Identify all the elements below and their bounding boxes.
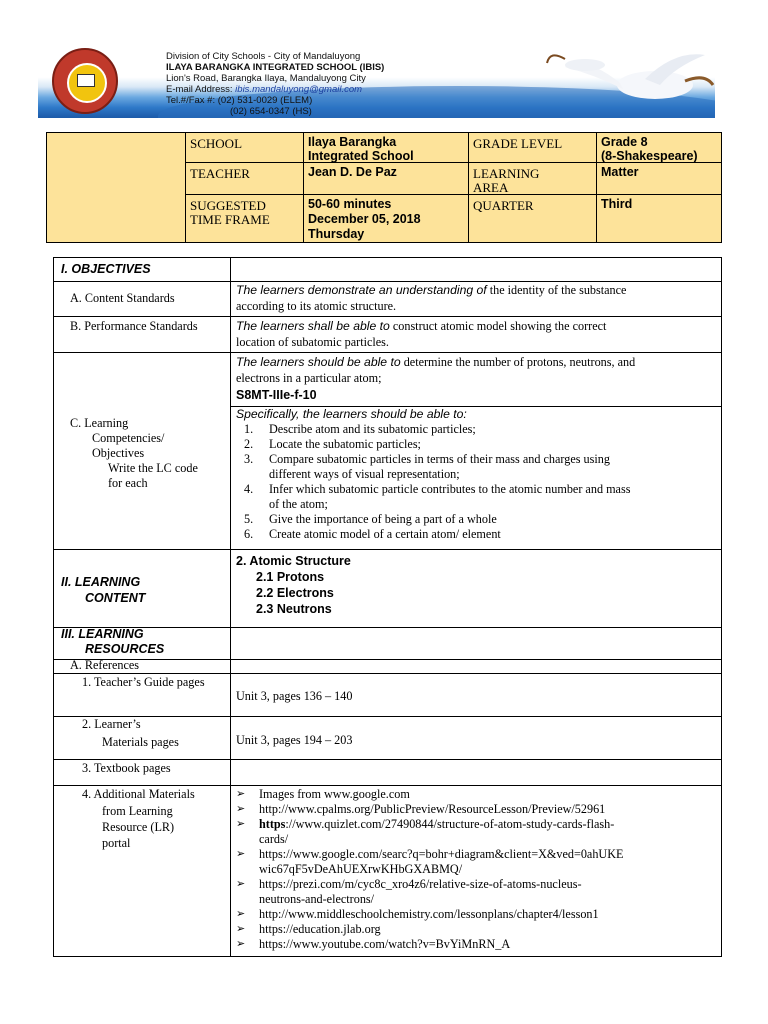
performance-standards-text: construct atomic model showing the correct [389, 319, 607, 333]
specific-item-text: Create atomic model of a certain atom/ element [269, 527, 501, 541]
banner-school-name: ILAYA BARANGKA INTEGRATED SCHOOL (IBIS) [166, 62, 385, 73]
area-value: Matter [601, 165, 639, 179]
competency-text: determine the number of protons, neutrons, and [400, 355, 636, 369]
teachers-guide-label: 1. Teacher’s Guide pages [82, 675, 205, 689]
competency-line-2: electrons in a particular atom; [236, 371, 382, 385]
header-info-table [46, 132, 722, 243]
ibis-birds-image [545, 45, 715, 117]
additional-label-2: from Learning [102, 804, 173, 818]
area-label-1: LEARNING [473, 166, 540, 181]
performance-standards-label: B. Performance Standards [70, 319, 198, 333]
time-value-3: Thursday [308, 227, 365, 241]
banner-email[interactable]: ibis.mandaluyong@gmail.com [235, 84, 363, 95]
content-sub-3: 2.3 Neutrons [256, 602, 332, 616]
resource-link[interactable]: Images from www.google.com [259, 787, 410, 801]
teacher-label: TEACHER [190, 166, 250, 181]
banner-division: Division of City Schools - City of Mandaluyong [166, 51, 361, 62]
competency-label-4: Write the LC code [108, 461, 198, 475]
content-sub-2: 2.2 Electrons [256, 586, 334, 600]
school-value-1: Ilaya Barangka [308, 135, 397, 149]
ibis-bird-icon [545, 45, 715, 117]
additional-label-3: Resource (LR) [102, 820, 175, 834]
specific-item-number: 5. [244, 512, 254, 526]
specific-intro: Specifically, the learners should be able to: [236, 407, 467, 421]
content-standards-line-1 [236, 283, 626, 298]
specific-item-text: Locate the subatomic particles; [269, 437, 421, 451]
teacher-value: Jean D. De Paz [308, 165, 397, 179]
content-topic: 2. Atomic Structure [236, 554, 351, 568]
banner-telfax2: (02) 654-0347 (HS) [230, 106, 312, 117]
arrow-bullet-icon: ➢ [236, 788, 246, 800]
additional-label-4: portal [102, 836, 131, 850]
resource-link[interactable]: https://prezi.com/m/cyc8c_xro4z6/relative-size-of-atoms-nucleus- [259, 877, 582, 891]
references-label: A. References [70, 658, 140, 672]
resource-link[interactable]: http://www.cpalms.org/PublicPreview/ResourceLesson/Preview/52961 [259, 802, 606, 816]
specific-item-number: 3. [244, 452, 254, 466]
learning-content-title-1: II. LEARNING [61, 575, 141, 589]
specific-item-text: different ways of visual representation; [269, 467, 460, 481]
resource-link[interactable]: cards/ [259, 832, 289, 846]
resource-link[interactable]: https://education.jlab.org [259, 922, 381, 936]
school-value-2: Integrated School [308, 149, 414, 163]
performance-standards-italic: The learners shall be able to [236, 319, 390, 333]
arrow-bullet-icon: ➢ [236, 848, 246, 860]
specific-item-text: Compare subatomic particles in terms of their mass and charges using [269, 452, 610, 466]
specific-item-text: Infer which subatomic particle contributes to the atomic number and mass [269, 482, 631, 496]
resource-link[interactable]: neutrons-and-electrons/ [259, 892, 375, 906]
content-sub-1: 2.1 Protons [256, 570, 325, 584]
content-standards-line-2: according to its atomic structure. [236, 299, 397, 313]
time-label-2: TIME FRAME [190, 212, 270, 227]
time-label-1: SUGGESTED [190, 198, 266, 213]
resource-link[interactable]: http://www.middleschoolchemistry.com/lessonplans/chapter4/lesson1 [259, 907, 599, 921]
arrow-bullet-icon: ➢ [236, 878, 246, 890]
resource-link[interactable]: https://www.quizlet.com/27490844/structure-of-atom-study-cards-flash- [259, 817, 615, 831]
banner-email-label: E-mail Address: [166, 84, 236, 95]
time-value-1: 50-60 minutes [308, 197, 392, 211]
competency-label-2: Competencies/ [92, 431, 165, 445]
performance-standards-line-2: location of subatomic particles. [236, 335, 389, 349]
area-label-2: AREA [473, 180, 509, 195]
arrow-bullet-icon: ➢ [236, 803, 246, 815]
additional-label-1: 4. Additional Materials [82, 787, 195, 801]
banner-address: Lion's Road, Barangka Ilaya, Mandaluyong City [166, 73, 366, 84]
banner-email-row [166, 85, 362, 96]
specific-item-number: 4. [244, 482, 254, 496]
textbook-label: 3. Textbook pages [82, 761, 171, 775]
learning-content-title-2: CONTENT [85, 591, 146, 605]
competency-label-5: for each [108, 476, 148, 490]
content-standards-text: the identity of the substance [486, 283, 627, 297]
learners-materials-value: Unit 3, pages 194 – 203 [236, 733, 353, 747]
resources-title-1: III. LEARNING [61, 627, 144, 641]
arrow-bullet-icon: ➢ [236, 923, 246, 935]
lc-code: S8MT-IIIe-f-10 [236, 388, 317, 402]
arrow-bullet-icon: ➢ [236, 818, 246, 830]
resources-title-2: RESOURCES [85, 642, 165, 656]
grade-value-1: Grade 8 [601, 135, 648, 149]
competency-line-1 [236, 355, 635, 370]
arrow-bullet-icon: ➢ [236, 938, 246, 950]
resource-link-bold: https [259, 817, 286, 831]
school-logo [52, 48, 118, 114]
specific-item-number: 1. [244, 422, 254, 436]
logo-book-icon [77, 74, 95, 87]
performance-standards-line-1 [236, 319, 606, 334]
school-label: SCHOOL [190, 136, 243, 151]
resource-link[interactable]: https://www.google.com/searc?q=bohr+diagram&client=X&ved=0ahUKE [259, 847, 624, 861]
arrow-bullet-icon: ➢ [236, 908, 246, 920]
learners-materials-label-1: 2. Learner’s [82, 717, 141, 731]
competency-label-1: C. Learning [70, 416, 129, 430]
quarter-label: QUARTER [473, 198, 534, 213]
banner-telfax: Tel.#/Fax #: (02) 531-0029 (ELEM) [166, 95, 313, 106]
specific-item-text: Describe atom and its subatomic particles; [269, 422, 476, 436]
teachers-guide-value: Unit 3, pages 136 – 140 [236, 689, 353, 703]
content-standards-label: A. Content Standards [70, 291, 175, 305]
competency-label-3: Objectives [92, 446, 145, 460]
specific-item-number: 6. [244, 527, 254, 541]
specific-item-number: 2. [244, 437, 254, 451]
competency-italic: The learners should be able to [236, 355, 401, 369]
lesson-plan-table [53, 257, 722, 957]
content-standards-italic: The learners demonstrate an understanding of [236, 283, 487, 297]
objectives-title: I. OBJECTIVES [61, 262, 151, 276]
specific-item-text: of the atom; [269, 497, 328, 511]
quarter-value: Third [601, 197, 633, 211]
learners-materials-label-2: Materials pages [102, 735, 179, 749]
resource-link[interactable]: https://www.youtube.com/watch?v=BvYiMnRN_A [259, 937, 511, 951]
resource-link[interactable]: wic67qF5vDeAhUEXrwKHbGXABMQ/ [259, 862, 463, 876]
time-value-2: December 05, 2018 [308, 212, 421, 226]
grade-label: GRADE LEVEL [473, 136, 563, 151]
grade-value-2: (8-Shakespeare) [601, 149, 698, 163]
specific-item-text: Give the importance of being a part of a whole [269, 512, 497, 526]
